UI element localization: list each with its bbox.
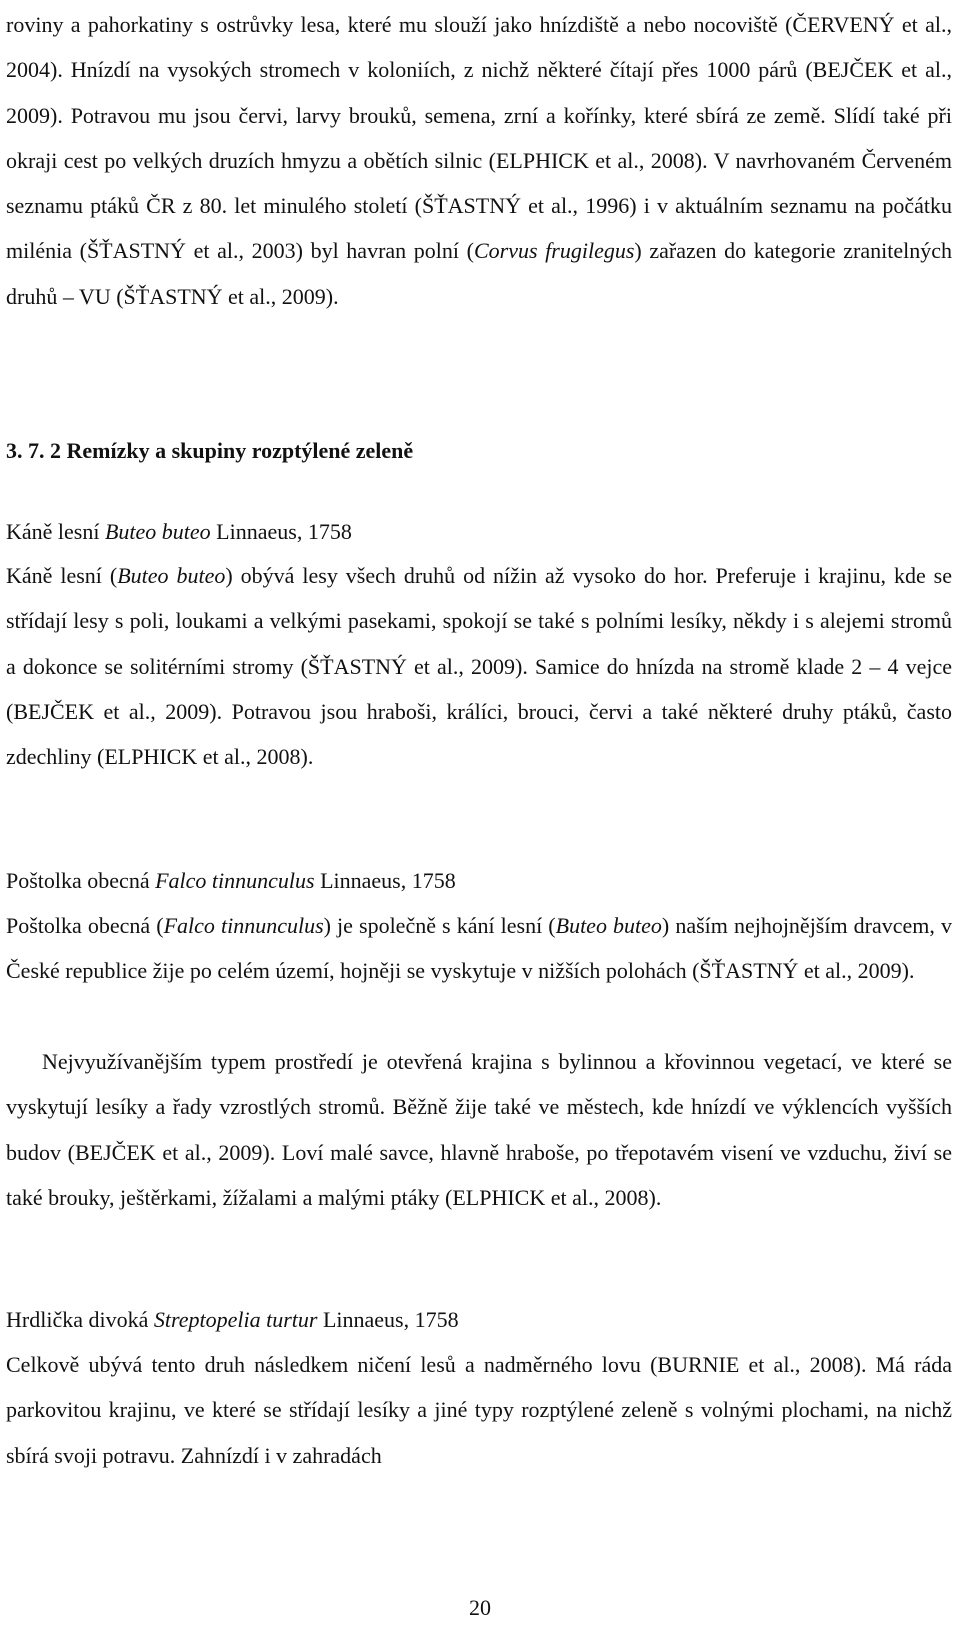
page-number: 20 bbox=[469, 1595, 491, 1620]
italic-species-name: Buteo buteo bbox=[555, 913, 662, 938]
species-body-streptopelia: Celkově ubývá tento druh následkem ničení lesů a nadměrného lovu (BURNIE et al., 2008). Má ráda parkovitou krajinu, ve které se střídají lesíky a jiné typy rozptýlené zeleně s volnými plochami, na nichž sbírá svoji potravu. Zahnízdí i v zahradách bbox=[6, 1352, 952, 1468]
species-body-falco: Poštolka obecná (Falco tinnunculus) je společně s kání lesní (Buteo buteo) naším nejhojnějším dravcem, v České republice žije po celém území, hojněji se vyskytuje v nižších polohách (ŠŤASTNÝ et al., 2009). bbox=[6, 913, 952, 984]
intro-paragraph: roviny a pahorkatiny s ostrůvky lesa, které mu slouží jako hnízdiště a nebo nocoviště (ČERVENÝ et al., 2004). Hnízdí na vysokých stromech v koloniích, z nichž některé čítají přes 1000 párů (BEJČEK et al., 2009). Potravou mu jsou červi, larvy brouků, semena, zrní a kořínky, které sbírá ze země. Slídí také při okraji cest po velkých druzích hmyzu a obětích silnic (ELPHICK et al., 2008). V navrhovaném Červeném seznamu ptáků ČR z 80. let minulého století (ŠŤASTNÝ et al., 1996) i v aktuálním seznamu na počátku milénia (ŠŤASTNÝ et al., 2003) byl havran polní (Corvus frugilegus) zařazen do kategorie zranitelných druhů – VU (ŠŤASTNÝ et al., 2009). bbox=[6, 12, 952, 309]
section-heading: 3. 7. 2 Remízky a skupiny rozptýlené zeleně bbox=[6, 438, 414, 463]
italic-species-name: Streptopelia turtur bbox=[153, 1307, 318, 1332]
italic-species-name: Corvus frugilegus bbox=[473, 238, 635, 264]
species-heading-buteo: Káně lesní Buteo buteo Linnaeus, 1758 bbox=[6, 519, 352, 544]
italic-species-name: Falco tinnunculus bbox=[155, 868, 315, 893]
species-body-falco-2: Nejvyužívanějším typem prostředí je otevřená krajina s bylinnou a křovinnou vegetací, ve které se vyskytují lesíky a řady vzrostlých stromů. Běžně žije také ve městech, kde hnízdí ve výklencích vyšších budov (BEJČEK et al., 2009). Loví malé savce, hlavně hraboše, po třepotavém visení ve vzduchu, živí se také brouky, ještěrkami, žížalami a malými ptáky (ELPHICK et al., 2008). bbox=[6, 1049, 952, 1210]
species-heading-streptopelia: Hrdlička divoká Streptopelia turtur Linnaeus, 1758 bbox=[6, 1307, 459, 1332]
italic-species-name: Buteo buteo bbox=[117, 563, 226, 588]
italic-species-name: Buteo buteo bbox=[104, 519, 211, 544]
species-heading-falco: Poštolka obecná Falco tinnunculus Linnaeus, 1758 bbox=[6, 868, 456, 893]
italic-species-name: Falco tinnunculus bbox=[163, 913, 324, 938]
species-body-buteo: Káně lesní (Buteo buteo) obývá lesy všech druhů od nížin až vysoko do hor. Preferuje i krajinu, kde se střídají lesy s poli, loukami a velkými pasekami, spokojí se také s polními lesíky, někdy i s alejemi stromů a dokonce se solitérními stromy (ŠŤASTNÝ et al., 2009). Samice do hnízda na stromě klade 2 – 4 vejce (BEJČEK et al., 2009). Potravou jsou hraboši, králíci, brouci, červi a také některé druhy ptáků, často zdechliny (ELPHICK et al., 2008). bbox=[6, 563, 953, 770]
